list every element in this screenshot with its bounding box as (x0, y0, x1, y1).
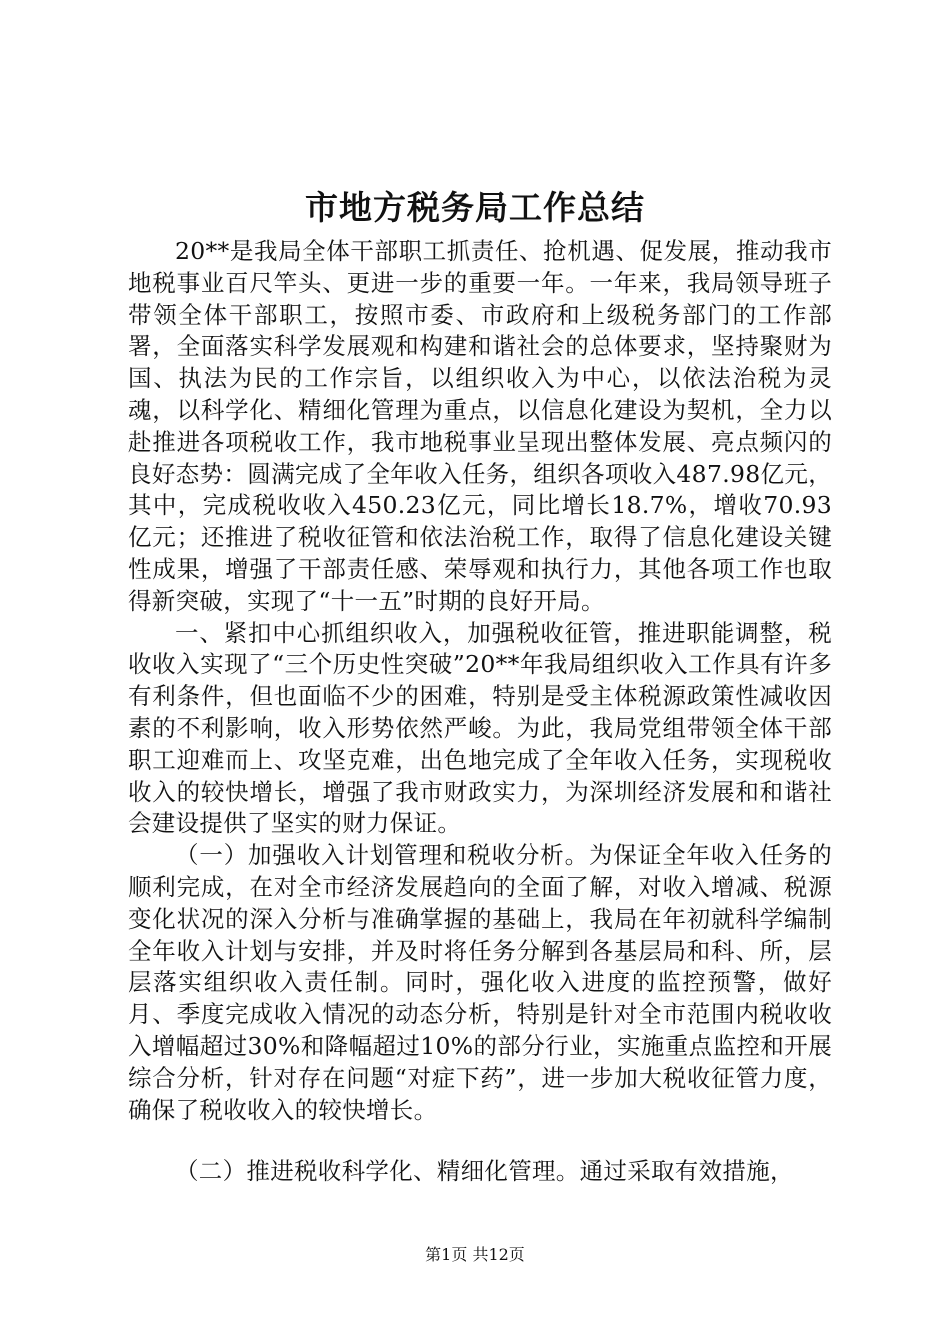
paragraph-intro: 20**是我局全体干部职工抓责任、抢机遇、促发展，推动我市地税事业百尺竿头、更进一步的重要一年。一年来，我局领导班子带领全体干部职工，按照市委、市政府和上级税务部门的工作部署，全面落实科学发展观和构建和谐社会的总体要求，坚持聚财为国、执法为民的工作宗旨，以组织收入为中心，以依法治税为灵魂，以科学化、精细化管理为重点，以信息化建设为契机，全力以赴推进各项税收工作，我市地税事业呈现出整体发展、亮点频闪的良好态势：圆满完成了全年收入任务，组织各项收入487.98亿元，其中，完成税收收入450.23亿元，同比增长18.7%，增收70.93亿元；还推进了税收征管和依法治税工作，取得了信息化建设关键性成果，增强了干部责任感、荣辱观和执行力，其他各项工作也取得新突破，实现了“十一五”时期的良好开局。 (128, 237, 832, 615)
paragraph-section-1: 一、紧扣中心抓组织收入，加强税收征管，推进职能调整，税收收入实现了“三个历史性突破”20**年我局组织收入工作具有许多有利条件，但也面临不少的困难，特别是受主体税源政策性减收因素的不利影响，收入形势依然严峻。为此，我局党组带领全体干部职工迎难而上、攻坚克难，出色地完成了全年收入任务，实现税收收入的较快增长，增强了我市财政实力，为深圳经济发展和和谐社会建设提供了坚实的财力保证。 (128, 618, 832, 838)
paragraph-subsection-2: （二）推进税收科学化、精细化管理。通过采取有效措施， (175, 1157, 794, 1186)
paragraph-subsection-1: （一）加强收入计划管理和税收分析。为保证全年收入任务的顺利完成，在对全市经济发展趋向的全面了解，对收入增减、税源变化状况的深入分析与准确掌握的基础上，我局在年初就科学编制全年收入计划与安排，并及时将任务分解到各基层局和科、所，层层落实组织收入责任制。同时，强化收入进度的监控预警，做好月、季度完成收入情况的动态分析，特别是针对全市范围内税收收入增幅超过30%和降幅超过10%的部分行业，实施重点监控和开展综合分析，针对存在问题“对症下药”，进一步加大税收征管力度，确保了税收收入的较快增长。 (128, 841, 832, 1124)
document-title: 市地方税务局工作总结 (305, 188, 645, 227)
page-footer: 第1页 共12页 (425, 1245, 525, 1264)
document-body (128, 236, 832, 1188)
